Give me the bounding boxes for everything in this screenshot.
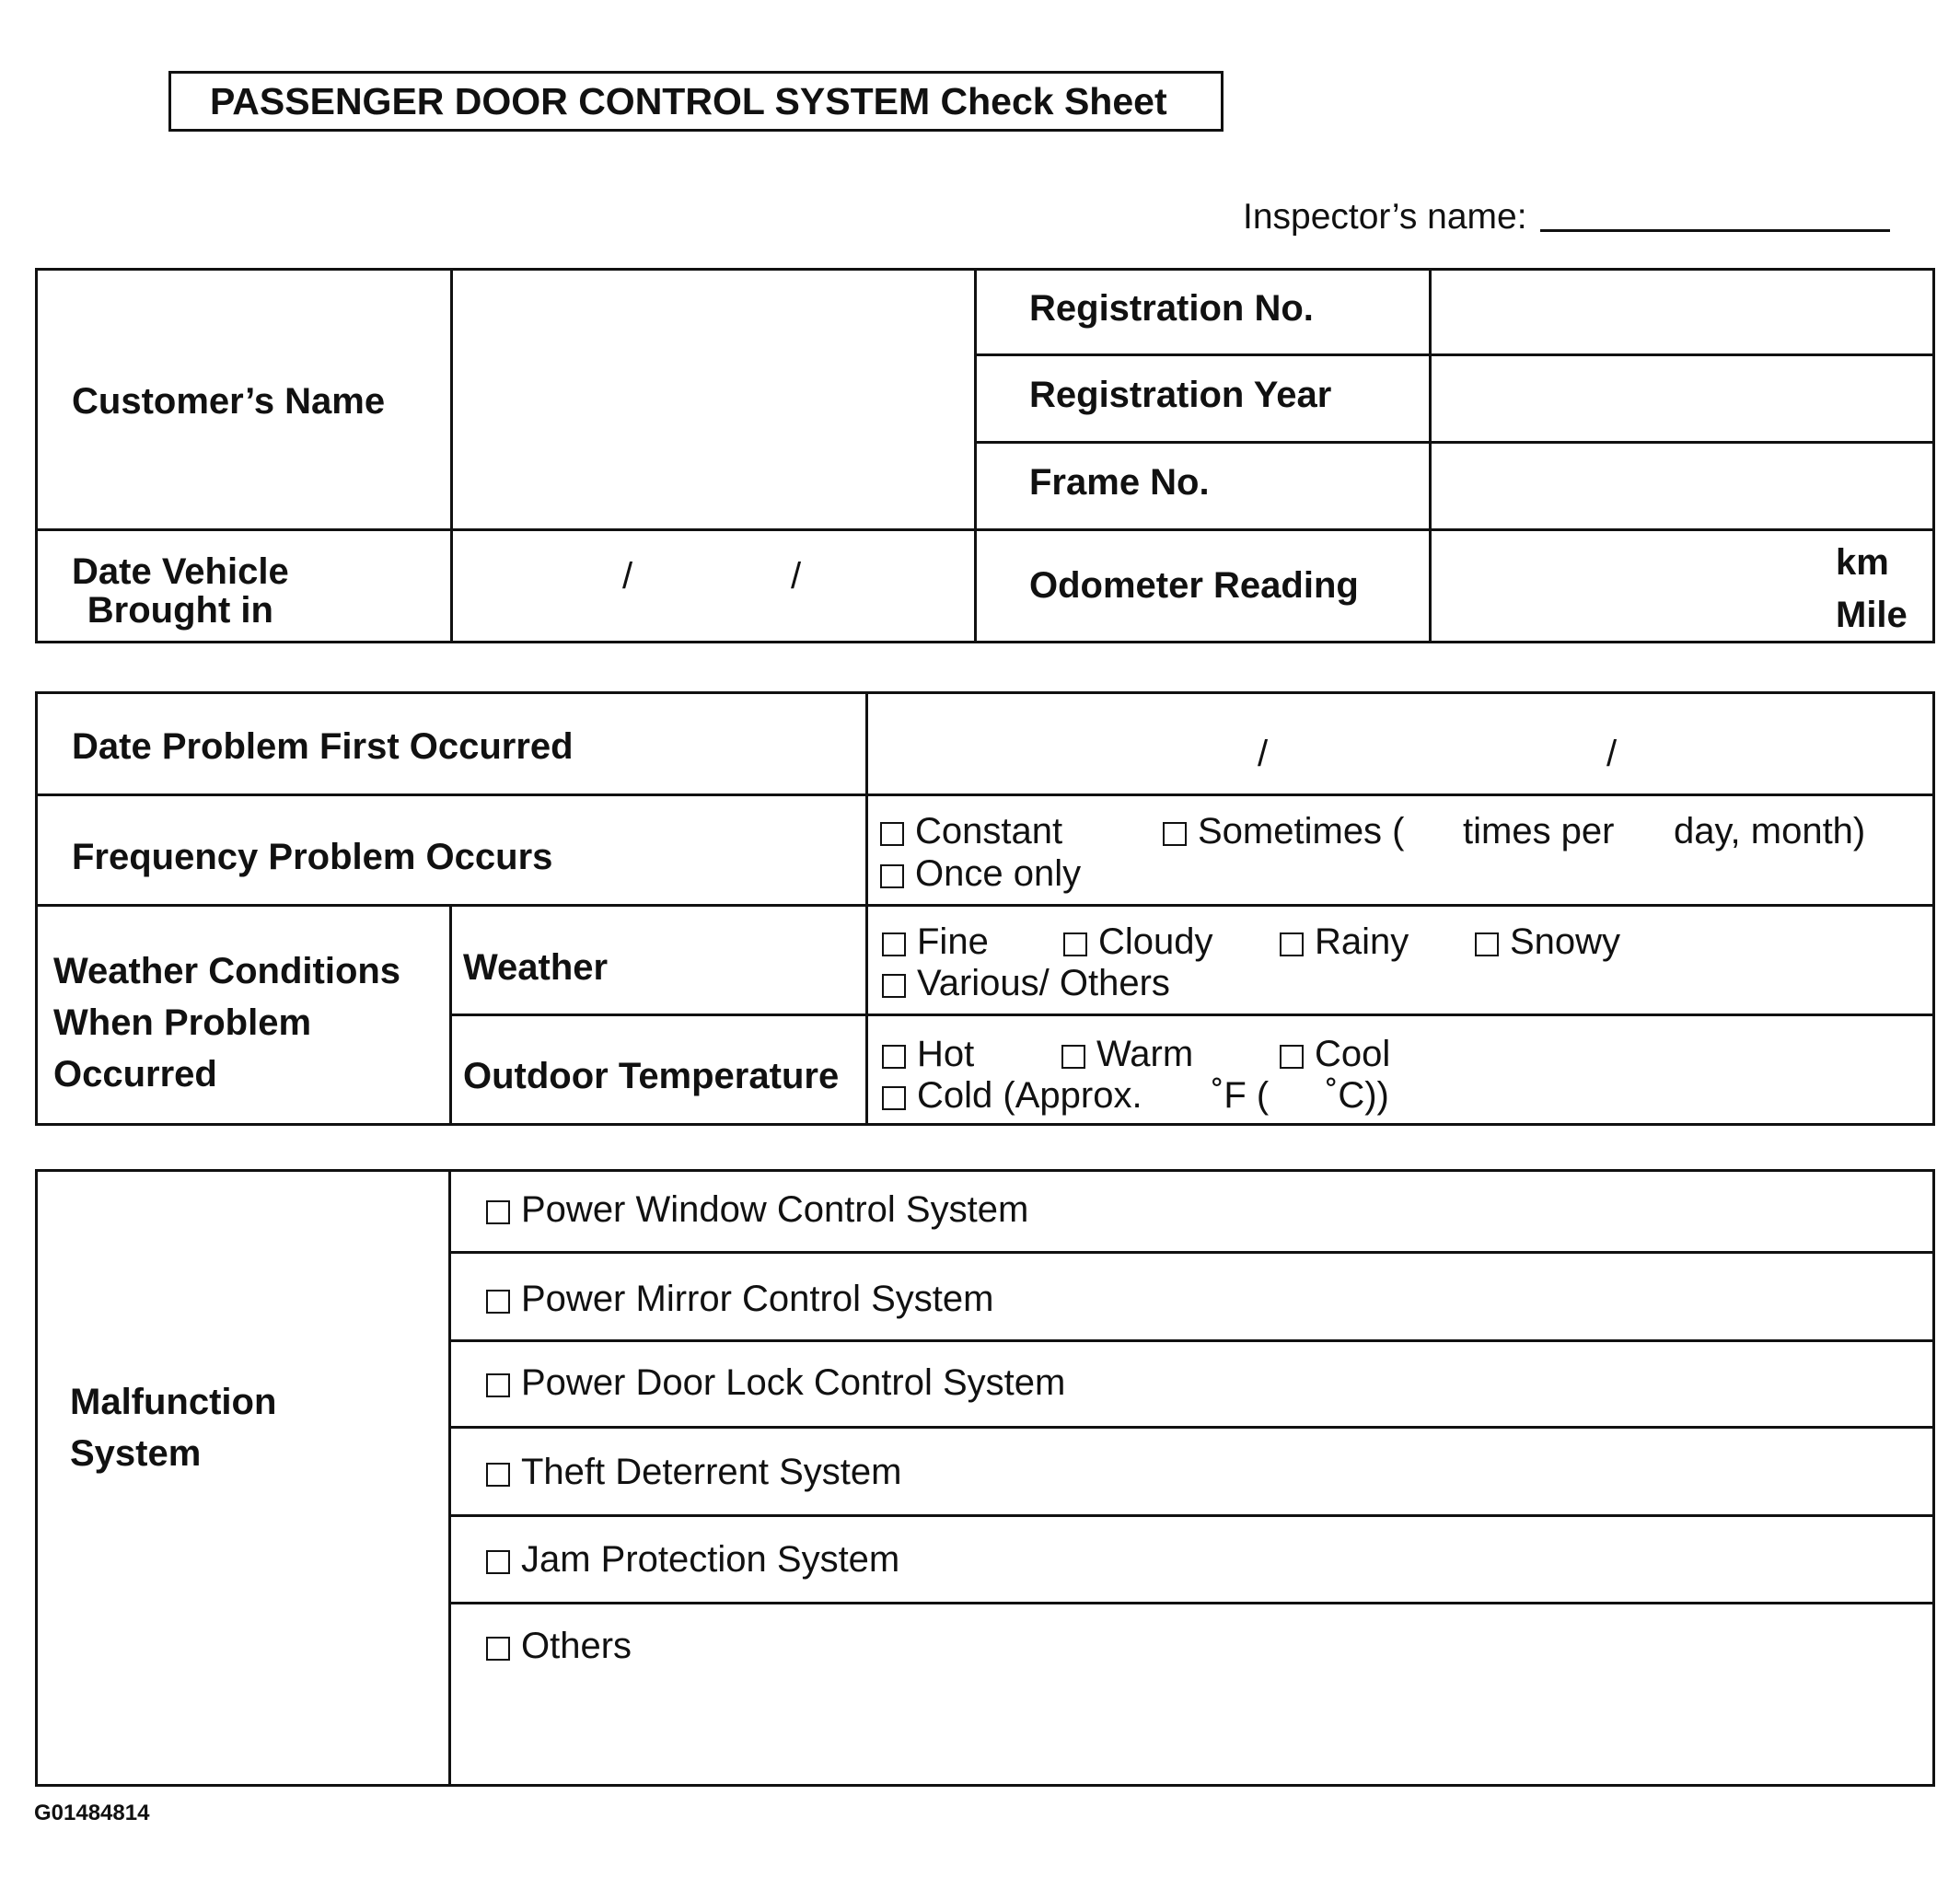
freq-once-text: Once only (915, 853, 1082, 894)
date-first-occurred-input[interactable] (871, 696, 1931, 792)
divider (448, 1602, 1935, 1604)
divider (865, 691, 868, 1126)
registration-no-input[interactable] (1433, 272, 1931, 352)
malfunction-option-power-door-lock[interactable] (486, 1364, 1065, 1401)
divider (35, 904, 1935, 907)
checkbox[interactable] (1061, 1045, 1085, 1069)
frame-no-label: Frame No. (1029, 462, 1210, 503)
divider (35, 793, 1935, 796)
checkbox[interactable] (1280, 932, 1304, 956)
malfunction-option-text: Power Door Lock Control System (521, 1362, 1066, 1403)
temp-warm-text: Warm (1096, 1034, 1194, 1074)
divider (974, 441, 1935, 444)
checkbox[interactable] (486, 1463, 510, 1487)
divider (974, 353, 1935, 356)
weather-cloudy-text: Cloudy (1098, 921, 1213, 962)
temp-c-unit: ˚C)) (1326, 1075, 1389, 1116)
weather-fine-option[interactable] (882, 923, 989, 960)
checkbox[interactable] (1163, 822, 1187, 846)
temp-hot-option[interactable] (882, 1036, 974, 1072)
divider (1429, 268, 1432, 643)
malfunction-system-label (70, 1376, 276, 1479)
freq-times-per: times per (1463, 811, 1615, 851)
inspector-name-field[interactable] (1243, 197, 1890, 237)
weather-rainy-option[interactable] (1280, 923, 1409, 960)
weather-group-line2: When Problem (53, 1002, 312, 1043)
malfunction-system-table (35, 1169, 1935, 1787)
freq-sometimes-text: Sometimes ( (1198, 811, 1405, 851)
page-title (168, 71, 1224, 132)
date-brought-line2: Brought in (87, 590, 273, 631)
weather-conditions-label (53, 945, 400, 1100)
registration-year-input[interactable] (1433, 358, 1931, 439)
divider (448, 1169, 451, 1787)
checkbox[interactable] (880, 822, 904, 846)
figure-code: G01484814 (34, 1801, 150, 1825)
divider (974, 268, 977, 643)
date-slash: / (622, 556, 633, 597)
freq-day-month: day, month) (1674, 811, 1866, 851)
checkbox[interactable] (1063, 932, 1087, 956)
malfunction-option-others[interactable] (486, 1627, 632, 1664)
date-brought-in-input[interactable] (455, 534, 970, 640)
checkbox[interactable] (1475, 932, 1499, 956)
checkbox[interactable] (1280, 1045, 1304, 1069)
checkbox[interactable] (882, 974, 906, 998)
inspector-name-line[interactable] (1540, 229, 1890, 232)
date-brought-in-label (72, 552, 289, 630)
customer-name-label: Customer’s Name (72, 381, 386, 422)
temp-hot-text: Hot (917, 1034, 975, 1074)
customer-name-input[interactable] (455, 272, 970, 526)
malfunction-option-text: Power Window Control System (521, 1189, 1029, 1230)
weather-label: Weather (463, 947, 609, 988)
checkbox[interactable] (880, 864, 904, 888)
checkbox[interactable] (882, 932, 906, 956)
checkbox[interactable] (486, 1373, 510, 1397)
weather-group-line3: Occurred (53, 1054, 217, 1095)
freq-sometimes-option[interactable] (1163, 813, 1405, 850)
weather-cloudy-option[interactable] (1063, 923, 1213, 960)
date-slash: / (1606, 734, 1618, 774)
malfunction-line2: System (70, 1433, 202, 1474)
weather-snowy-option[interactable] (1475, 923, 1620, 960)
temp-cool-text: Cool (1315, 1034, 1391, 1074)
temp-cold-text: Cold (Approx. (917, 1075, 1142, 1116)
divider (448, 1251, 1935, 1254)
freq-constant-option[interactable] (880, 813, 1062, 850)
freq-once-option[interactable] (880, 855, 1081, 892)
malfunction-option-text: Theft Deterrent System (521, 1452, 902, 1492)
date-first-occurred-label: Date Problem First Occurred (72, 726, 574, 767)
weather-snowy-text: Snowy (1510, 921, 1621, 962)
page-title-text: PASSENGER DOOR CONTROL SYSTEM Check Sheet (210, 79, 1167, 122)
malfunction-option-text: Jam Protection System (521, 1539, 900, 1580)
inspector-label: Inspector’s name: (1243, 197, 1527, 237)
temp-warm-option[interactable] (1061, 1036, 1193, 1072)
weather-various-text: Various/ Others (917, 963, 1170, 1003)
checkbox[interactable] (882, 1086, 906, 1110)
malfunction-option-text: Others (521, 1626, 632, 1666)
malfunction-option-power-mirror[interactable] (486, 1280, 993, 1317)
divider (450, 268, 453, 643)
registration-no-label: Registration No. (1029, 288, 1314, 329)
temp-cold-option[interactable] (882, 1077, 1142, 1114)
registration-year-label: Registration Year (1029, 375, 1332, 415)
checkbox[interactable] (486, 1200, 510, 1224)
odometer-unit-mile: Mile (1836, 595, 1908, 635)
malfunction-option-power-window[interactable] (486, 1191, 1028, 1228)
frame-no-input[interactable] (1433, 446, 1931, 527)
odometer-label: Odometer Reading (1029, 565, 1359, 606)
divider (35, 528, 1935, 531)
weather-fine-text: Fine (917, 921, 989, 962)
weather-various-option[interactable] (882, 965, 1170, 1002)
divider (448, 1514, 1935, 1517)
divider (448, 1339, 1935, 1342)
date-slash: / (1258, 734, 1269, 774)
malfunction-option-theft-deterrent[interactable] (486, 1454, 901, 1490)
date-slash: / (791, 556, 802, 597)
odometer-input[interactable] (1433, 534, 1820, 640)
temp-cool-option[interactable] (1280, 1036, 1390, 1072)
checkbox[interactable] (486, 1637, 510, 1661)
malfunction-option-text: Power Mirror Control System (521, 1279, 994, 1319)
weather-rainy-text: Rainy (1315, 921, 1409, 962)
date-brought-line1: Date Vehicle (72, 551, 289, 592)
frequency-label: Frequency Problem Occurs (72, 837, 553, 877)
checkbox[interactable] (486, 1550, 510, 1574)
temp-f-unit: ˚F ( (1212, 1075, 1270, 1116)
outdoor-temperature-label: Outdoor Temperature (463, 1056, 840, 1096)
divider (448, 1426, 1935, 1429)
weather-group-line1: Weather Conditions (53, 951, 401, 991)
freq-constant-text: Constant (915, 811, 1063, 851)
divider (449, 1013, 1935, 1016)
malfunction-option-jam-protection[interactable] (486, 1541, 899, 1578)
checkbox[interactable] (486, 1290, 510, 1314)
checkbox[interactable] (882, 1045, 906, 1069)
odometer-unit-km: km (1836, 542, 1889, 583)
malfunction-line1: Malfunction (70, 1382, 277, 1422)
